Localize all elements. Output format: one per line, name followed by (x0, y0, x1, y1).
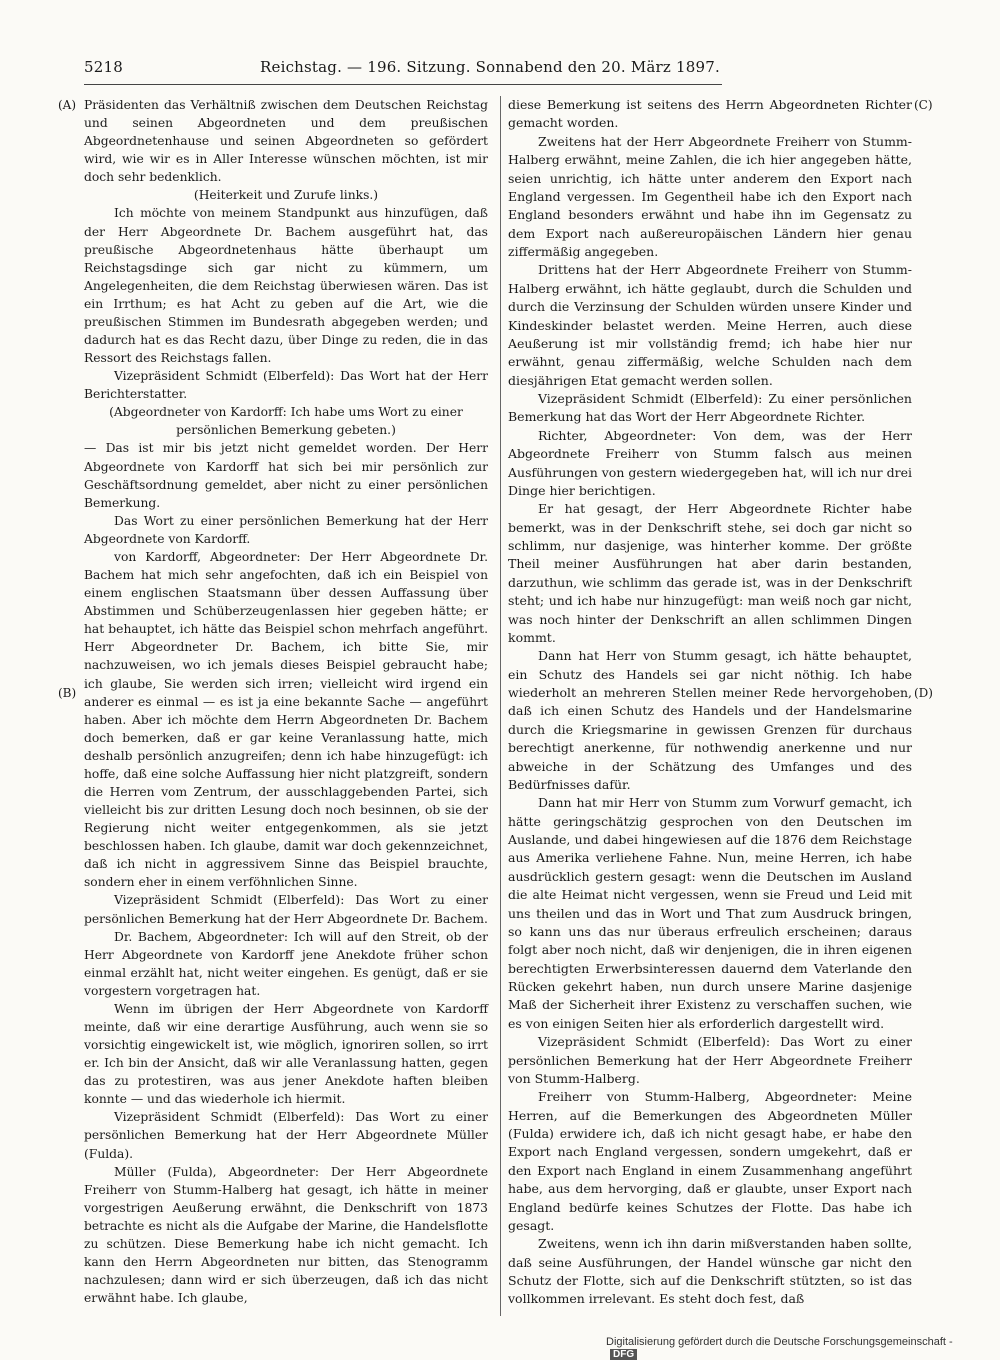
margin-mark-d: (D) (914, 686, 933, 700)
paragraph: Vizepräsident Schmidt (Elberfeld): Das Wort zu einer persönlichen Bemerkung hat der Herr Abgeordnete Müller (Fulda). (84, 1110, 488, 1161)
paragraph: Dann hat Herr von Stumm gesagt, ich hätte behauptet, ein Schutz des Handels sei gar nicht nöthig. Ich habe wiederholt an mehreren Stellen meiner Rede hervorgehoben, daß ich einen Schutz des Handels und der Handelsmarine durch die Kriegsmarine in gewissen Grenzen für durchaus berechtigt anerkenne, für nothwendig anerkenne und nur abweiche in der Schätzung des Umfanges und des Bedürfnisses dafür. (508, 648, 912, 792)
paragraph: Richter, Abgeordneter: Von dem, was der Herr Abgeordnete Freiherr von Stumm falsch aus meinen Ausführungen von gestern wiedergegeben hat, will ich nur drei Dinge hier berichtigen. (508, 427, 912, 498)
left-column (84, 96, 488, 1307)
paragraph: Ich möchte von meinem Standpunkt aus hinzufügen, daß der Herr Abgeordnete Dr. Bachem ausgeführt hat, das preußische Abgeordnetenhaus hätte überhaupt um Reichstagsdinge sich gar nicht zu kümmern, um Angelegenheiten, die dem Reichstag überwiesen wären. Das ist ein Irrthum; es hat Acht zu geben auf die Art, wie die preußischen Stimmen im Bundesrath abgegeben werden; und dadurch hat es das Recht dazu, über Dinge zu reden, die in das Ressort des Reichstags fallen. (84, 206, 488, 366)
margin-mark-b: (B) (58, 686, 77, 700)
paragraph: Präsidenten das Verhältniß zwischen dem Deutschen Reichstag und seinen Abgeordneten und dem preußischen Abgeordnetenhause und seinen Abgeordneten so gefördert wird, wie wir es in Aller Interesse wünschen möchten, ist mir doch sehr bedenklich. (84, 98, 488, 185)
dfg-logo: DFG (610, 1349, 637, 1360)
paragraph: Er hat gesagt, der Herr Abgeordnete Richter habe bemerkt, was in der Denkschrift stehe, sei doch gar nicht so schlimm, nur dasjenige, was hinterher komme. Der größte Theil meiner Ausführungen hat aber darin bestanden, darzuthun, wie schlimm das gerade ist, was in der Denkschrift steht; und ich habe nur hinzugefügt: man weiß noch gar nicht, was noch hinter der Denkschrift an allen schlimmen Dingen kommt. (508, 501, 912, 645)
paragraph: Vizepräsident Schmidt (Elberfeld): Das Wort zu einer persönlichen Bemerkung hat der Herr Abgeordnete Dr. Bachem. (84, 893, 488, 926)
paragraph: — Das ist mir bis jetzt nicht gemeldet worden. Der Herr Abgeordnete von Kardorff hat sich bei mir persönlich zur Geschäftsordnung gemeldet, aber nicht zu einer persönlichen Bemerkung. (84, 441, 488, 510)
paragraph: Freiherr von Stumm-Halberg, Abgeordneter: Meine Herren, auf die Bemerkungen des Abgeordneten Müller (Fulda) erwidere ich, daß ich nicht gesagt habe, er habe den Export nach England vergessen, sondern umgekehrt, daß er den Export nach England in einem Zusammenhang angeführt habe, aus dem hervorging, daß er glaubte, unser Export nach England bedürfe keines Schutzes der Flotte. Das habe ich gesagt. (508, 1089, 912, 1233)
paragraph: Wenn im übrigen der Herr Abgeordnete von Kardorff meinte, daß wir eine derartige Ausführung, auch wenn sie so vorsichtig eingewickelt ist, wie möglich, ignoriren sollen, so irrt er. Ich bin der Ansicht, daß wir alle Veranlassung hatten, gegen das zu protestiren, was aus jener Anekdote haften bleiben konnte — und das wiederhole ich hiermit. (84, 1001, 488, 1107)
paragraph: Zweitens, wenn ich ihn darin mißverstanden haben sollte, daß seine Ausführungen, der Handel wünsche gar nicht den Schutz der Flotte, sich auf die Denkschrift stützten, so ist das vollkommen irrelevant. Es steht doch fest, daß (508, 1236, 912, 1307)
interjection: (Heiterkeit und Zurufe links.) (193, 188, 379, 203)
page-number: 5218 (84, 58, 123, 76)
paragraph: Vizepräsident Schmidt (Elberfeld): Zu einer persönlichen Bemerkung hat das Wort der Herr Abgeordnete Richter. (508, 391, 912, 425)
margin-mark-c: (C) (914, 98, 933, 112)
paragraph: Vizepräsident Schmidt (Elberfeld): Das Wort zu einer persönlichen Bemerkung hat der Herr Abgeordnete Freiherr von Stumm-Halberg. (508, 1034, 912, 1086)
margin-mark-a: (A) (58, 98, 77, 112)
header-rule (84, 84, 722, 85)
paragraph: Vizepräsident Schmidt (Elberfeld): Das Wort hat der Herr Berichterstatter. (84, 369, 488, 402)
paragraph: Dr. Bachem, Abgeordneter: Ich will auf den Streit, ob der Herr Abgeordnete von Kardorff jene Anekdote früher schon einmal erzählt hat, nicht weiter eingehen. Es genügt, daß er sie vorgestern vorgetragen hat. (84, 929, 488, 998)
paragraph: Müller (Fulda), Abgeordneter: Der Herr Abgeordnete Freiherr von Stumm-Halberg hat gesagt, ich hätte in meiner vorgestrigen Aeußerung erwähnt, die Denkschrift von 1873 betrachte es nicht als die Aufgabe der Marine, die Handelsflotte zu schützen. Diese Bemerkung habe ich nicht gemacht. Ich kann den Herrn Abgeordneten nur bitten, das Stenogramm nachzulesen; dann wird er sich überzeugen, daß ich das nicht erwähnt habe. Ich glaube, (84, 1164, 488, 1306)
running-head: Reichstag. — 196. Sitzung. Sonnabend den 20. März 1897. (260, 58, 720, 76)
digitization-credit (606, 1336, 986, 1360)
interjection: (Abgeordneter von Kardorff: Ich habe ums Wort zu einer persönlichen Bemerkung gebeten.) (109, 405, 463, 438)
paragraph: diese Bemerkung ist seitens des Herrn Abgeordneten Richter gemacht worden. (508, 97, 912, 131)
credit-text: Digitalisierung gefördert durch die Deutsche Forschungsgemeinschaft - (606, 1336, 953, 1348)
paragraph: von Kardorff, Abgeordneter: Der Herr Abgeordnete Dr. Bachem hat mich sehr angefochten, daß ich ein Beispiel von einem englischen Staatsmann über dessen Auffassung über Abstimmen und Schüberzeugenlassen hier gegeben hätte; er hat behauptet, ich hätte das Beispiel schon mehrfach angeführt. Herr Abgeordneter Dr. Bachem, ich bitte Sie, mir nachzuweisen, wo ich jemals dieses Beispiel gebraucht habe; ich glaube, Sie werden sich irren; vielleicht wird irgend ein anderer es einmal — es ist ja eine bekannte Sache — angeführt haben. Aber ich möchte dem Herrn Abgeordneten Dr. Bachem doch bemerken, daß er gar keine Veranlassung hatte, mich deshalb persönlich anzugreifen; denn ich habe hinzugefügt: ich hoffe, daß eine solche Auffassung hier nicht platzgreift, sondern die Herren vom Zentrum, der ausschlaggebenden Partei, sich vielleicht bis zur dritten Lesung doch noch besinnen, ob sie der Regierung nicht weiter entgegenkommen, als sie jetzt beschlossen haben. Ich glaube, damit war doch gekennzeichnet, daß ich nicht in aggressivem Sinne das Beispiel brauchte, sondern eher in einem verföhnlichen Sinne. (84, 549, 488, 890)
paragraph: Zweitens hat der Herr Abgeordnete Freiherr von Stumm-Halberg erwähnt, meine Zahlen, die ich hier angegeben hätte, seien unrichtig, ich hätte unter anderem den Export nach England vergessen. Im Gegentheil habe ich den Export nach England besonders erwähnt und habe ihn im Gegensatz zu dem Export nach außereuropäischen Ländern hier genau ziffermäßig angegeben. (508, 133, 912, 259)
paragraph: Das Wort zu einer persönlichen Bemerkung hat der Herr Abgeordnete von Kardorff. (84, 513, 488, 546)
paragraph: Dann hat mir Herr von Stumm zum Vorwurf gemacht, ich hätte geringschätzig gesprochen von den Deutschen im Auslande, und dabei hingewiesen auf die 1876 dem Reichstage aus Amerika verliehene Fahne. Nun, meine Herren, ich habe ausdrücklich gestern gesagt: wenn die Deutschen im Ausland die alte Heimat nicht vergessen, wenn sie Freud und Leid mit uns theilen und das in Wort und That zum Ausdruck bringen, so kann uns das nur überaus erfreulich erscheinen; daraus folgt aber noch nicht, daß wir denjenigen, die in ihren eigenen berechtigten Erwerbsinteressen dauernd dem Vaterlande den Rücken gekehrt haben, nun durch unsere Marine dasjenige Maß der Sicherheit ihrer Existenz zu verschaffen suchen, wie es von einigen Seiten hier als erforderlich dargestellt wird. (508, 795, 912, 1031)
running-header (84, 58, 722, 82)
paragraph: Drittens hat der Herr Abgeordnete Freiherr von Stumm-Halberg erwähnt, ich hätte geglaubt, durch die Schulden und durch die Verzinsung der Schulden würden unsere Kinder und Kindeskinder belastet werden. Meine Herren, auch diese Aeußerung ist mir vollständig fremd; ich habe hier nur erwähnt, genau ziffermäßig, welche Schulden nach dem diesjährigen Etat gemacht werden sollen. (508, 262, 912, 388)
right-column (508, 96, 912, 1309)
column-divider (500, 96, 501, 1316)
